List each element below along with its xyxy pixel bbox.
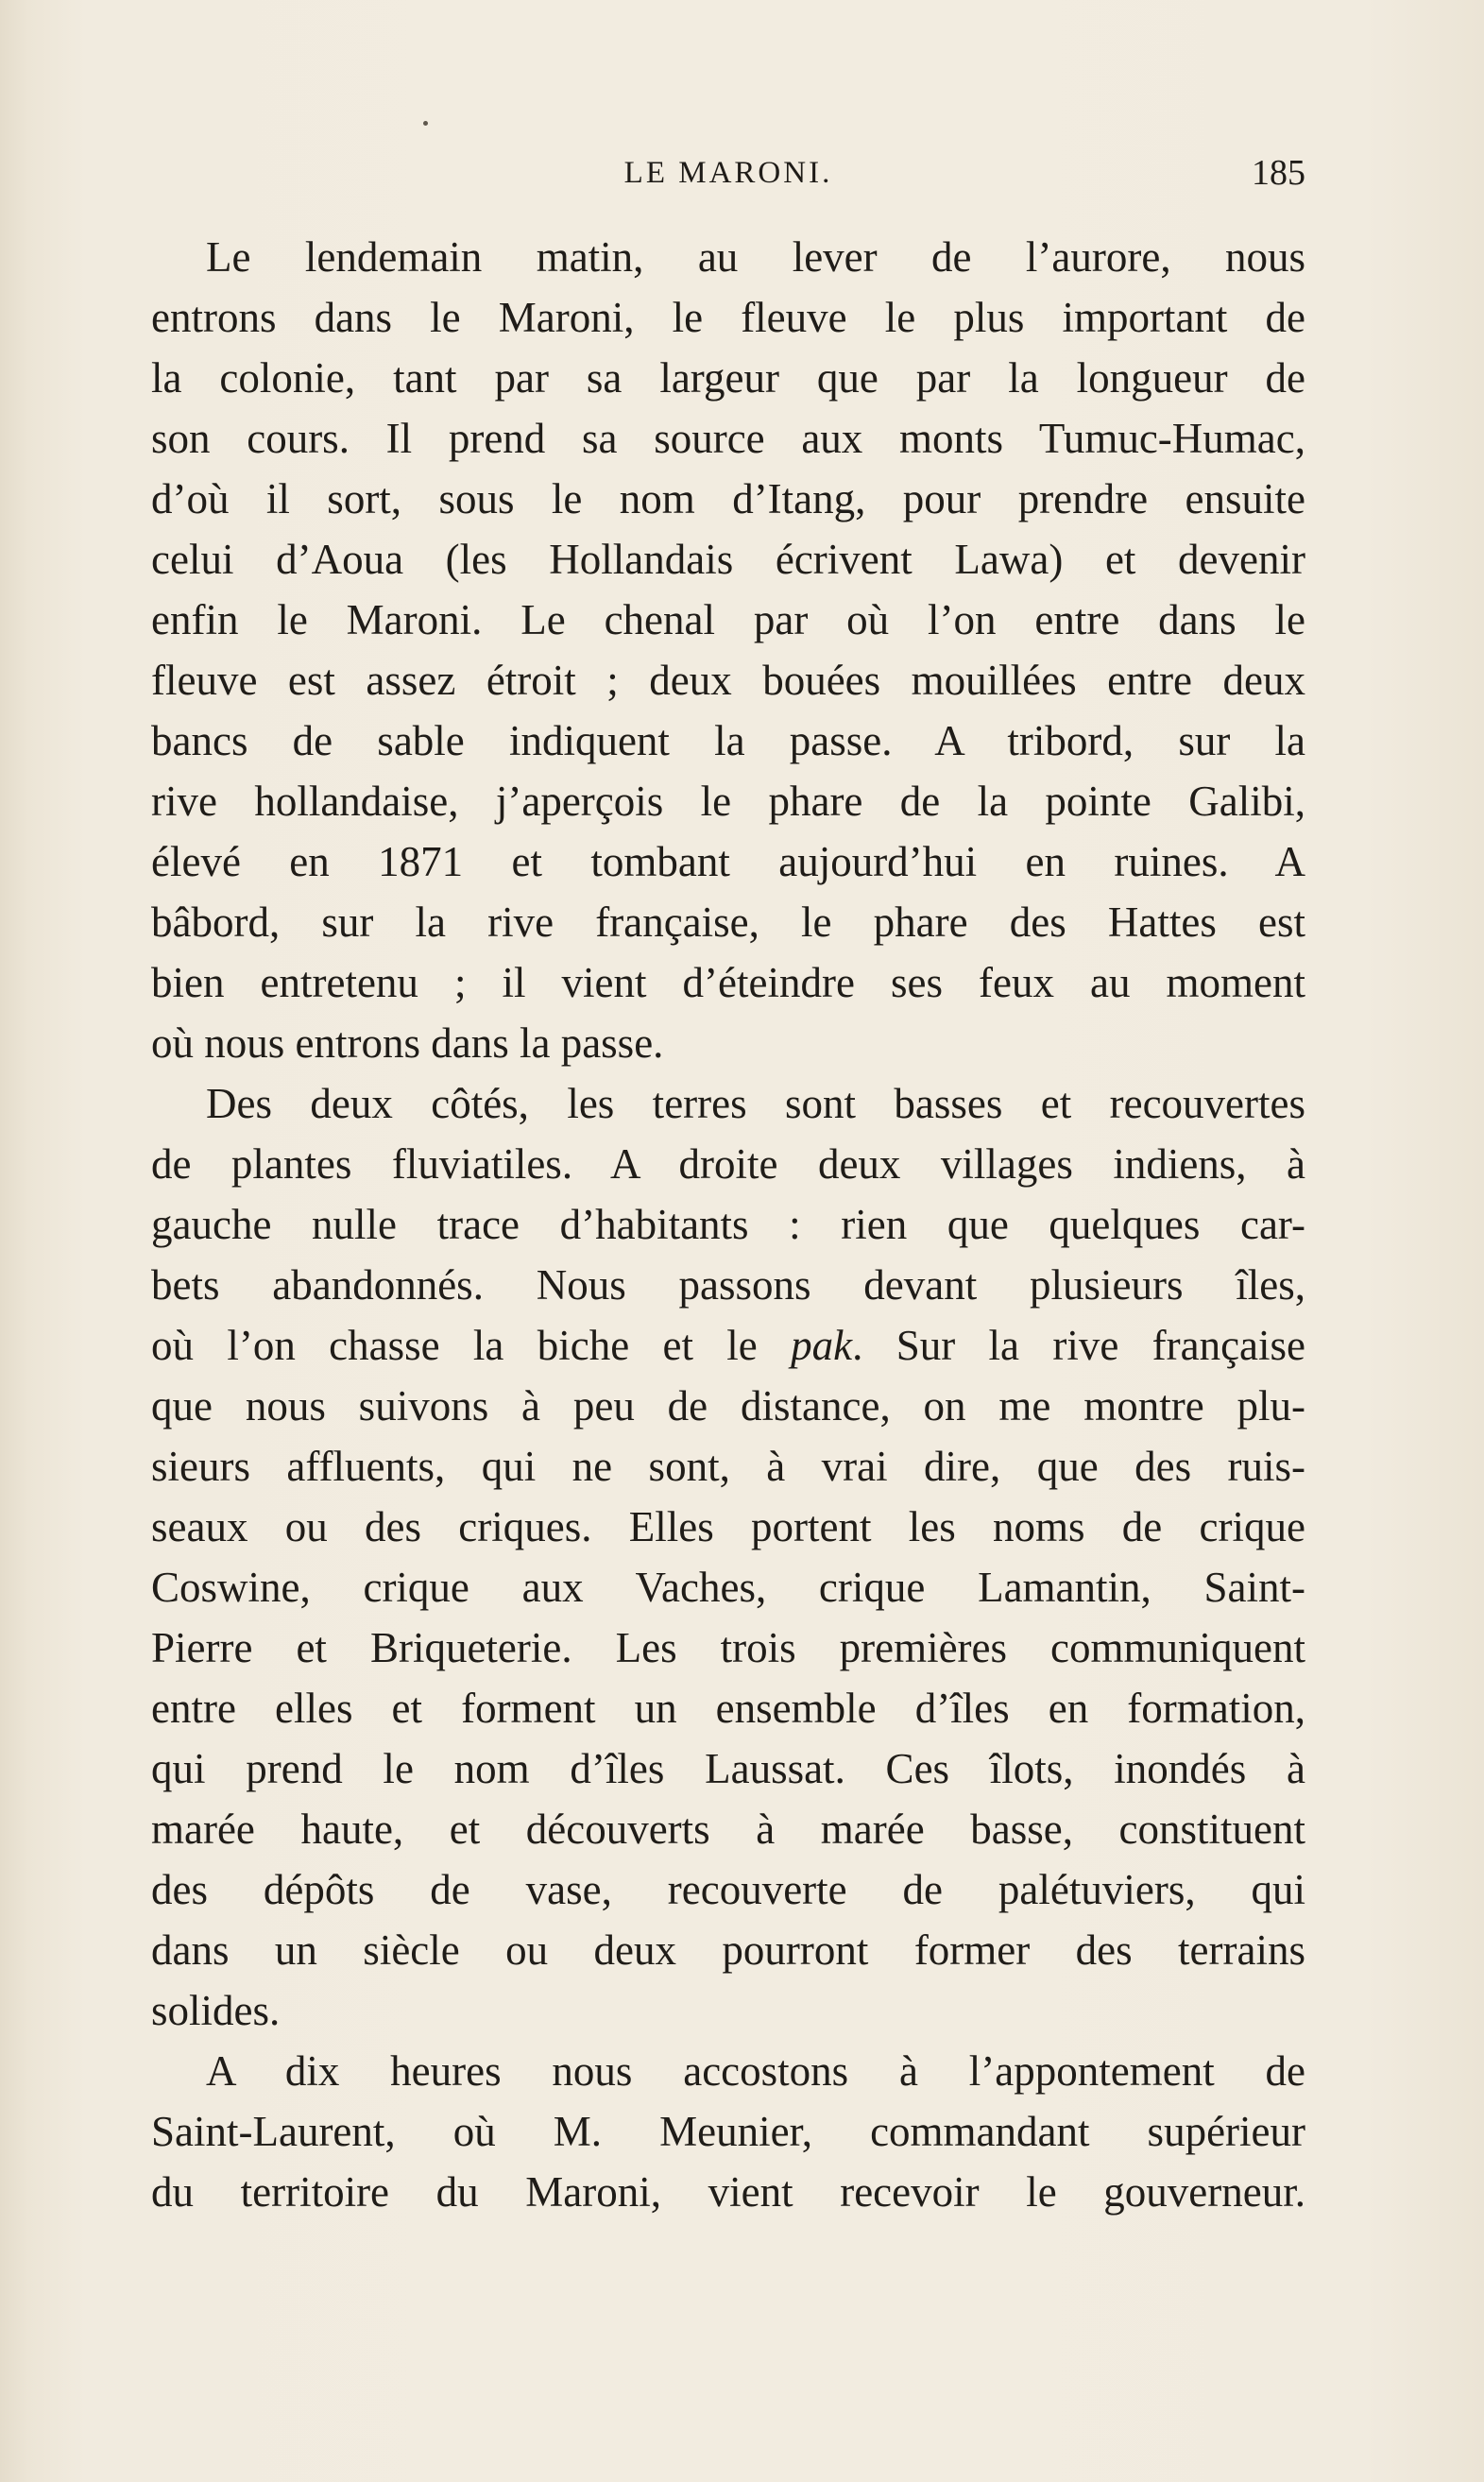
text-line: celui d’Aoua (les Hollandais écrivent Lawa) et devenir: [151, 536, 1305, 583]
paragraph-3: [151, 2041, 1305, 2222]
paragraph-2: [151, 1073, 1305, 2041]
print-speck: [423, 121, 428, 126]
text-line: A dix heures nous accostons à l’appontement de: [206, 2047, 1305, 2095]
text-line: solides.: [151, 1987, 281, 2034]
body-text: [151, 227, 1305, 2222]
running-title: LE MARONI.: [623, 156, 833, 190]
text-line: Le lendemain matin, au lever de l’aurore, nous: [206, 233, 1305, 281]
text-line: enfin le Maroni. Le chenal par où l’on entre dans le: [151, 596, 1305, 643]
text-line: bets abandonnés. Nous passons devant plusieurs îles,: [151, 1261, 1305, 1309]
text-line: seaux ou des criques. Elles portent les noms de crique: [151, 1503, 1305, 1550]
text-line: où l’on chasse la biche et le pak. Sur la rive française: [151, 1322, 1306, 1369]
text-line: que nous suivons à peu de distance, on me montre plu-: [151, 1382, 1305, 1429]
text-line: Des deux côtés, les terres sont basses et recouvertes: [206, 1080, 1305, 1127]
text-line: bien entretenu ; il vient d’éteindre ses feux au moment: [151, 959, 1305, 1006]
paragraph-1: [151, 227, 1305, 1073]
text-line: gauche nulle trace d’habitants : rien que quelques car-: [151, 1201, 1305, 1248]
text-line: dans un siècle ou deux pourront former des terrains: [151, 1926, 1305, 1974]
text-line: la colonie, tant par sa largeur que par la longueur de: [151, 354, 1305, 402]
text-line: son cours. Il prend sa source aux monts Tumuc-Humac,: [151, 415, 1305, 462]
italic-word: pak: [791, 1322, 853, 1369]
text-line: rive hollandaise, j’aperçois le phare de la pointe Galibi,: [151, 778, 1305, 825]
text-line: bâbord, sur la rive française, le phare des Hattes est: [151, 899, 1305, 946]
text-line: d’où il sort, sous le nom d’Itang, pour prendre ensuite: [151, 475, 1305, 522]
text-line: élevé en 1871 et tombant aujourd’hui en ruines. A: [151, 838, 1305, 885]
text-line: qui prend le nom d’îles Laussat. Ces îlots, inondés à: [151, 1745, 1305, 1792]
text-line: fleuve est assez étroit ; deux bouées mouillées entre deux: [151, 657, 1305, 704]
text-line: du territoire du Maroni, vient recevoir le gouverneur.: [151, 2168, 1305, 2216]
text-line: Saint-Laurent, où M. Meunier, commandant supérieur: [151, 2108, 1305, 2155]
text-line: bancs de sable indiquent la passe. A tribord, sur la: [151, 717, 1305, 764]
running-header: [151, 149, 1305, 197]
text-line: des dépôts de vase, recouverte de palétuviers, qui: [151, 1866, 1305, 1913]
text-line: Coswine, crique aux Vaches, crique Lamantin, Saint-: [151, 1564, 1305, 1611]
text-line: entrons dans le Maroni, le fleuve le plus important de: [151, 294, 1305, 341]
text-line: Pierre et Briqueterie. Les trois premières communiquent: [151, 1624, 1305, 1671]
text-line: sieurs affluents, qui ne sont, à vrai dire, que des ruis-: [151, 1443, 1305, 1490]
text-line: de plantes fluviatiles. A droite deux villages indiens, à: [151, 1140, 1305, 1188]
text-line: où nous entrons dans la passe.: [151, 1019, 664, 1067]
text-line: marée haute, et découverts à marée basse, constituent: [151, 1806, 1305, 1853]
page-number: 185: [1252, 153, 1305, 193]
text-line: entre elles et forment un ensemble d’îles en formation,: [151, 1685, 1305, 1732]
